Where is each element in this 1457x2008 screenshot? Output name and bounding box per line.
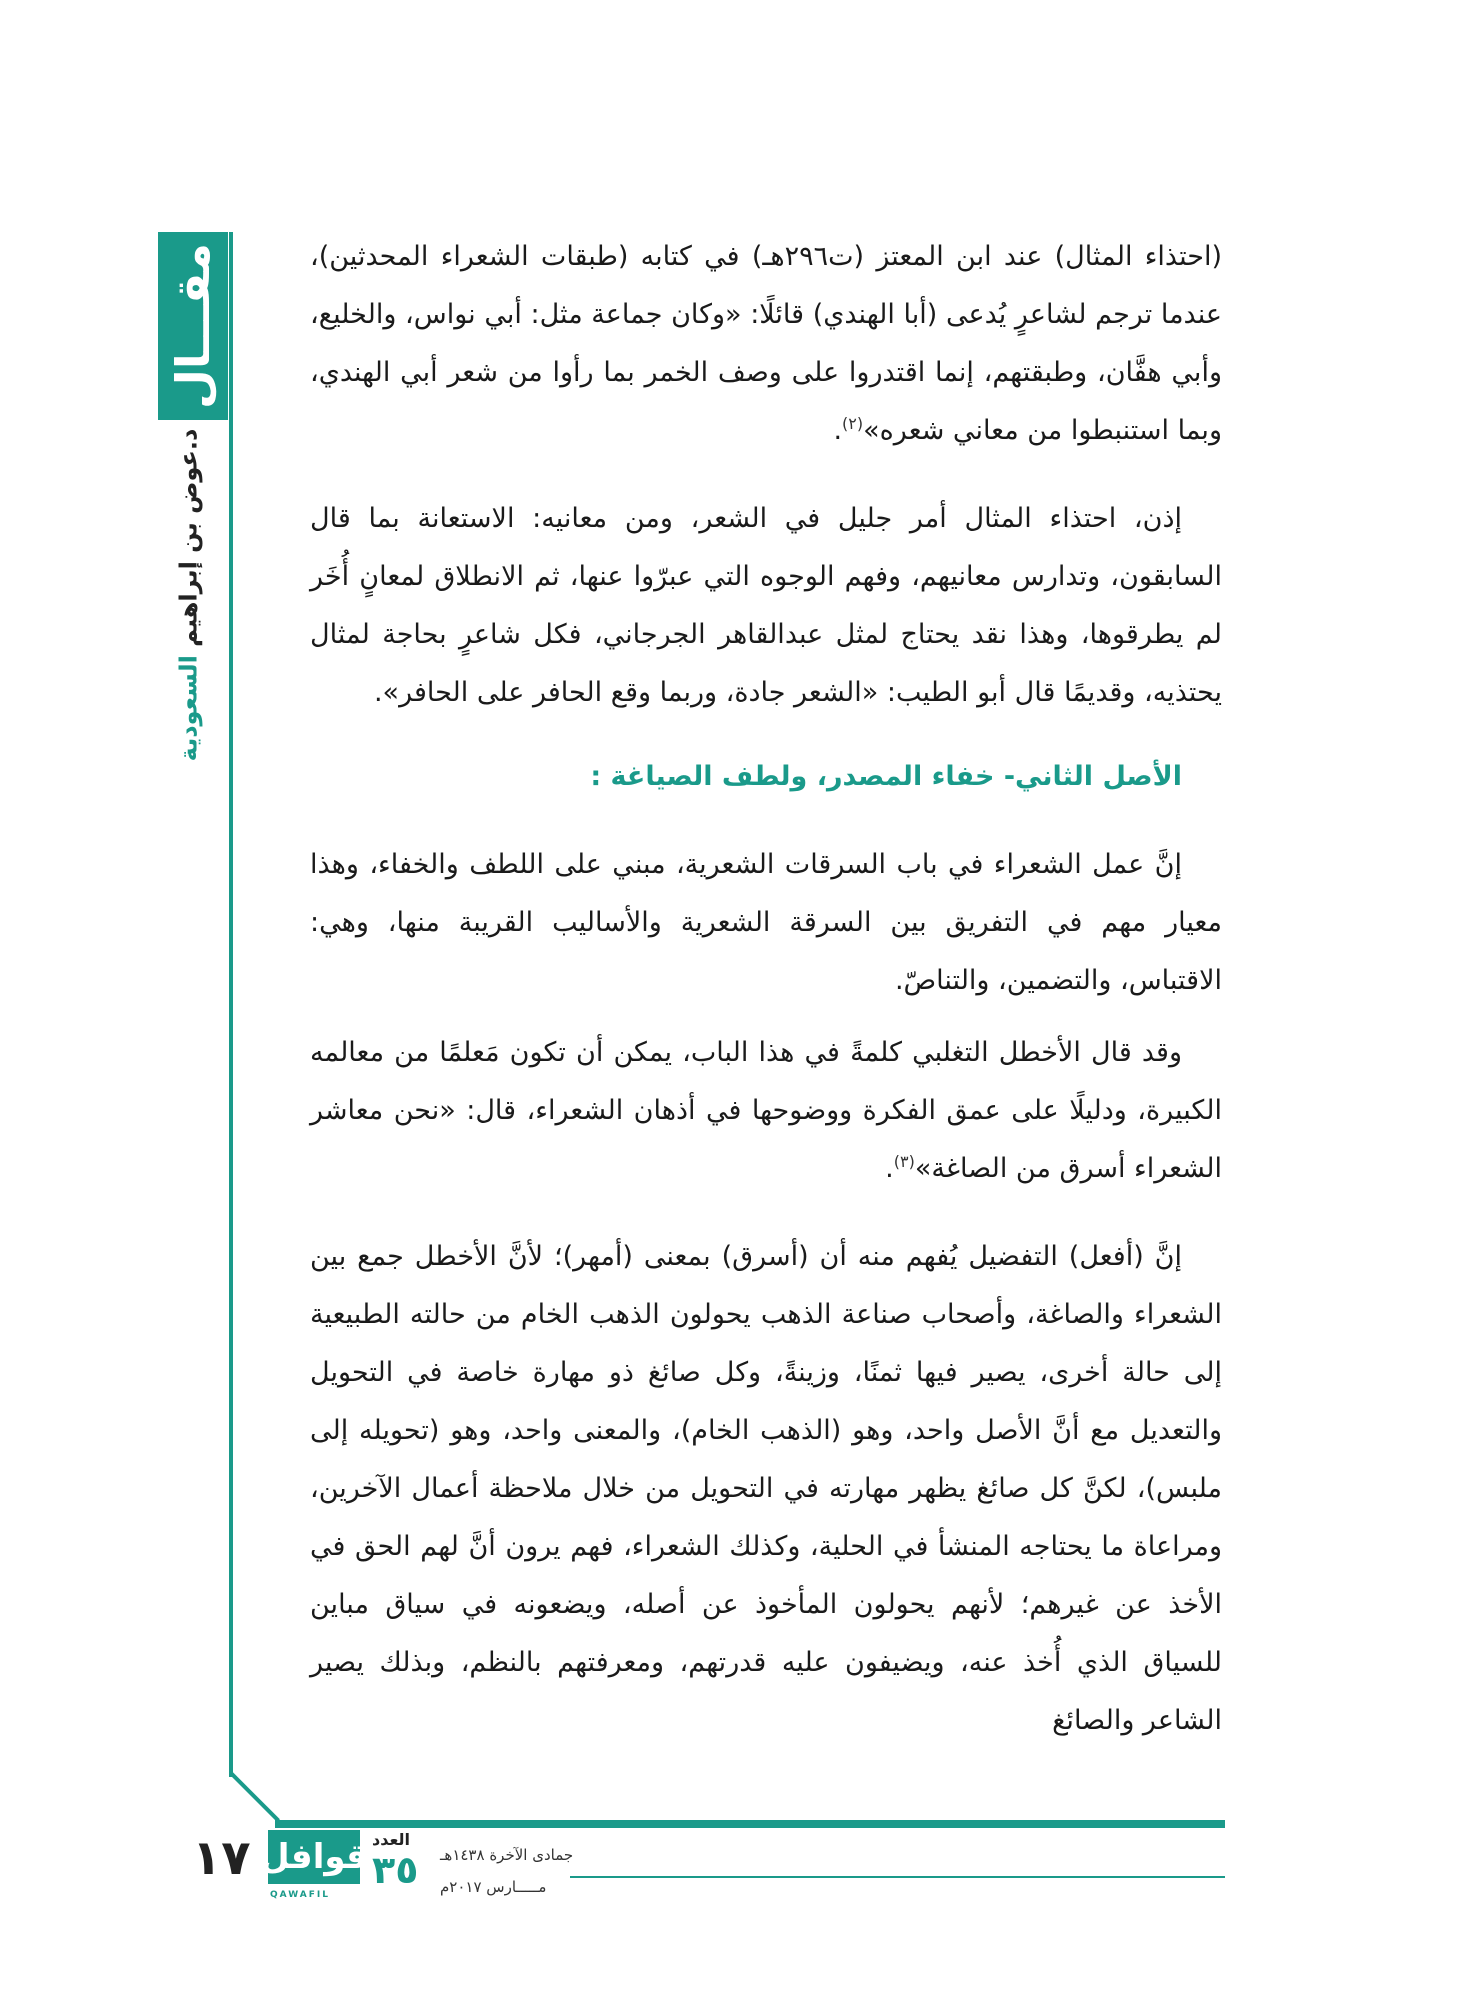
author-byline: [113, 430, 263, 760]
paragraph-4: [310, 1024, 1222, 1198]
side-rule: [229, 232, 233, 1777]
section-title: مقـــال: [166, 243, 221, 409]
issue-label: العدد: [372, 1830, 410, 1849]
paragraph-1-text: (احتذاء المثال) عند ابن المعتز (ت٢٩٦هـ) في كتابه (طبقات الشعراء المحدثين)، عندما ترجم لشاعرٍ يُدعى (أبا الهندي) قائلًا: «وكان جماعة مثل: أبي نواس، والخليع، وأبي هفَّان، وطبقتهم، إنما اقتدروا على وصف الخمر بما رأوا من شعر أبي الهندي، وبما استنبطوا من معاني شعره»: [310, 241, 1222, 446]
issue-number: ٣٥: [372, 1848, 419, 1892]
paragraph-4-text: وقد قال الأخطل التغلبي كلمةً في هذا الباب، يمكن أن تكون مَعلمًا من معالمه الكبيرة، ودليلًا على عمق الفكرة ووضوحها في أذهان الشعراء، قال: «نحن معاشر الشعراء أسرق من الصاغة»: [310, 1037, 1222, 1184]
section-badge: [158, 232, 228, 420]
paragraph-5: إنَّ (أفعل) التفضيل يُفهم منه أن (أسرق) بمعنى (أمهر)؛ لأنَّ الأخطل جمع بين الشعراء والصاغة، وأصحاب صناعة الذهب يحولون الذهب الخام من حالته الطبيعية إلى حالة أخرى، يصير فيها ثمنًا، وزينةً، وكل صائغ ذو مهارة خاصة في التحويل والتعديل مع أنَّ الأصل واحد، وهو (الذهب الخام)، والمعنى واحد، وهو (تحويله إلى ملبس)، لكنَّ كل صائغ يظهر مهارته في التحويل من خلال ملاحظة أعمال الآخرين، ومراعاة ما يحتاجه المنشأ في الحلية، وكذلك الشعراء، فهم يرون أنَّ لهم الحق في الأخذ عن غيرهم؛ لأنهم يحولون المأخوذ عن أصله، ويضعونه في سياق مباين للسياق الذي أُخذ عنه، ويضيفون عليه قدرتهم، ومعرفتهم بالنظم، وبذلك يصير الشاعر والصائغ: [310, 1241, 1222, 1736]
side-rule-corner: [229, 1771, 280, 1822]
magazine-logo: [260, 1830, 368, 1900]
date-gregorian: مـــــارس ٢٠١٧م: [440, 1878, 547, 1896]
paragraph-3: إنَّ عمل الشعراء في باب السرقات الشعرية، مبني على اللطف والخفاء، وهذا معيار مهم في التفريق بين السرقة الشعرية والأساليب القريبة منها، وهي: الاقتباس، والتضمين، والتناصّ.: [310, 849, 1222, 996]
footer-rule: [275, 1820, 1225, 1828]
magazine-latin: QAWAFIL: [270, 1890, 330, 1900]
paragraph-1: [310, 228, 1222, 460]
section-heading: الأصل الثاني- خفاء المصدر، ولطف الصياغة :: [590, 761, 1182, 792]
paragraph-1-end: .: [833, 415, 843, 446]
author-country: السعودية: [174, 655, 203, 762]
page-number: ١٧: [192, 1830, 251, 1886]
author-name: د.عوض بن إبراهيم: [174, 428, 203, 656]
article-body: [310, 228, 1222, 1764]
magazine-name: قوافل: [260, 1837, 368, 1877]
footer-rule-thin: [570, 1876, 1225, 1878]
footnote-ref-2: (٢): [842, 414, 864, 433]
paragraph-2: إذن، احتذاء المثال أمر جليل في الشعر، ومن معانيه: الاستعانة بما قال السابقون، وتدارس معانيهم، وفهم الوجوه التي عبرّوا عنها، ثم الانطلاق لمعانٍ أُخَر لم يطرقوها، وهذا نقد يحتاج لمثل عبدالقاهر الجرجاني، فكل شاعرٍ بحاجة لمثال يحتذيه، وقديمًا قال أبو الطيب: «الشعر جادة، وربما وقع الحافر على الحافر».: [310, 503, 1222, 708]
date-hijri: جمادى الآخرة ١٤٣٨هـ: [440, 1846, 574, 1864]
paragraph-4-end: .: [885, 1153, 894, 1184]
footnote-ref-3: (٣): [893, 1152, 915, 1171]
